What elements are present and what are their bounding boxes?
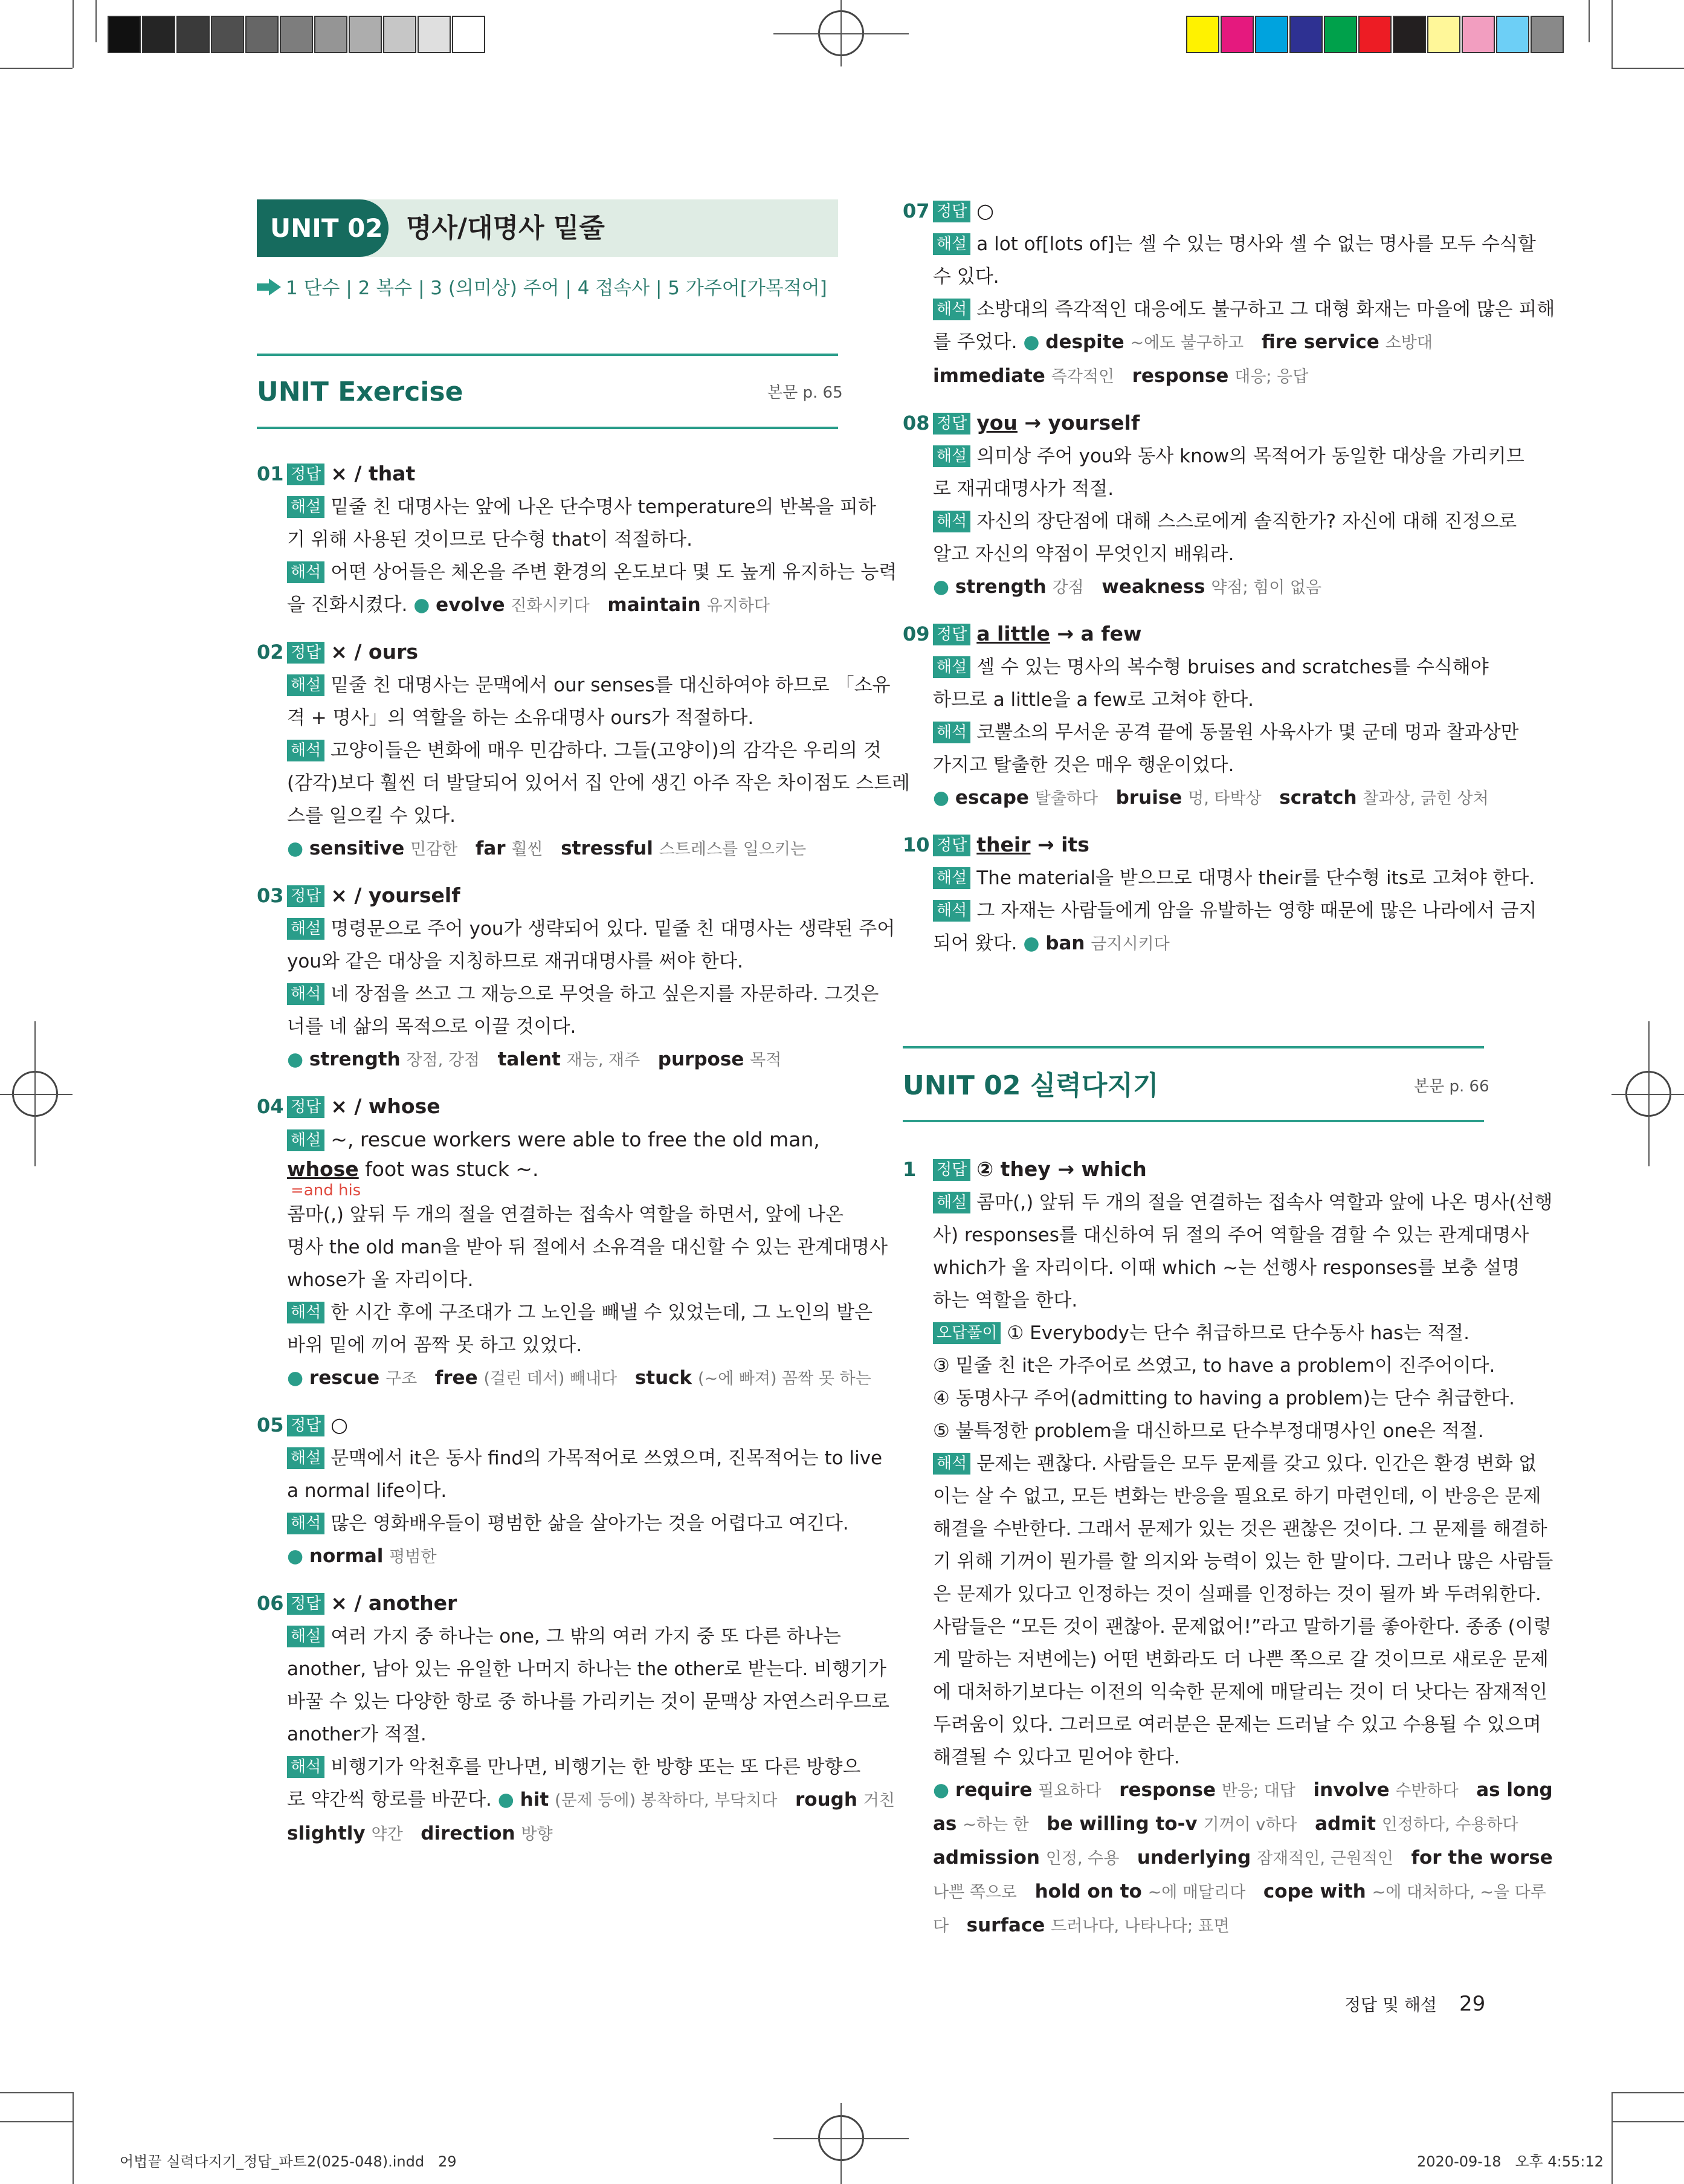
vocab-meaning: (문제 등에) 봉착하다, 부닥치다 xyxy=(555,1791,778,1810)
vocab-word: hit xyxy=(520,1789,549,1811)
vocab-meaning: 진화시키다 xyxy=(511,596,590,615)
color-swatch xyxy=(1462,16,1495,53)
section-rule xyxy=(257,427,838,429)
vocab-meaning: 민감한 xyxy=(410,840,458,859)
vocab-word: slightly xyxy=(287,1823,366,1844)
item-02-answer xyxy=(257,636,838,669)
file-info: 어법끝 실력다지기_정답_파트2(025-048).indd 29 xyxy=(120,2153,457,2170)
gray-swatch xyxy=(383,16,416,53)
translate-line: (감각)보다 훨씬 더 발달되어 있어서 집 안에 생긴 아주 작은 차이점도 스트레 xyxy=(287,772,910,794)
answer-tag: 정답 xyxy=(287,464,324,485)
answer-text: you xyxy=(976,411,1018,435)
explain-line: 명사 the old man을 받아 뒤 절에서 소유격을 대신할 수 있는 관계대명사 xyxy=(287,1236,888,1258)
crop-mark xyxy=(0,2121,73,2122)
vocab-word: be willing to-v xyxy=(1047,1813,1198,1835)
vocab-meaning: 약점; 힘이 없음 xyxy=(1211,578,1322,597)
registration-line xyxy=(840,0,842,66)
item-number: 08 xyxy=(903,412,930,435)
translate-tag: 해석 xyxy=(287,1302,324,1323)
vocab-meaning: 멍, 타박상 xyxy=(1188,789,1262,808)
underlined-word: whose xyxy=(287,1157,359,1181)
translate-line: 해결될 수 있다고 믿어야 한다. xyxy=(933,1746,1180,1768)
topics: 1 단수 | 2 복수 | 3 (의미상) 주어 | 4 접속사 | 5 가주어[가목적어] xyxy=(286,277,827,299)
practice-1-answer xyxy=(903,1153,1484,1186)
right-column: 07 정답 ○ 해설 a lot of[lots of]는 셀 수 있는 명사와 셀 수 없는 명사를 모두 수식할 수 있다. 해석 소방대의 즉각적인 대응에도 불구하고 그 대형 화재는 마을에 많은 피해 를 주었다. ● despite ~에도 불구하고 fire service 소방대 immediate 즉각적인 response 대응; 응답 08 정답 you → yourself 해설 의미상 주어 you와 동사 know의 목적어가 동일한 대상을 가리키므 로 재귀대명사가 적절. 해석 자신의 장단점에 대해 스스로에게 솔직한가? 자신에 대해 진정으로 알고 자신의 약점이 무엇인지 배워라. ● strength 강점 weakness 약점; 힘이 없음 09 정답 a little → a few 해설 셀 수 있는 명사의 복수형 bruises and scratches를 수식해야 하므로 a little을 a few로 고쳐야 한다. 해석 코뿔소의 무서운 공격 끝에 동물원 사육사가 몇 군데 멍과 찰과상만 가지고 탈출한 것은 매우 행운이었다. ● escape 탈출하다 bruise 멍, 타박상 scratch 찰과상, 긁힌 상처 10 정답 their → its 해설 The material을 받으므로 대명사 their를 단수형 its로 고쳐야 한다. 해석 그 자재는 사람들에게 암을 유발하는 영향 때문에 많은 나라에서 금지 되어 왔다. ● ban 금지시키다 xyxy=(903,195,1484,961)
vocab-word: hold on to xyxy=(1034,1881,1142,1902)
color-swatch xyxy=(1186,16,1219,53)
explain-line: whose가 올 자리이다. xyxy=(287,1269,474,1291)
crop-mark xyxy=(1611,2121,1684,2122)
item-number: 03 xyxy=(257,884,284,907)
vocab-meaning: 반응; 대답 xyxy=(1221,1782,1295,1800)
item-05-answer xyxy=(257,1409,838,1442)
vocab-meaning: 평범한 xyxy=(389,1548,437,1566)
item-number: 02 xyxy=(257,641,284,664)
wrong-answer-line: ③ 밑줄 친 it은 가주어로 쓰였고, to have a problem이 진주어이다. xyxy=(933,1355,1495,1377)
gray-swatch xyxy=(349,16,382,53)
explain-line: 콤마(,) 앞뒤 두 개의 절을 연결하는 접속사 역할을 하면서, 앞에 나온 xyxy=(287,1204,844,1226)
explain-line: 수 있다. xyxy=(933,266,999,288)
translate-line: 고양이들은 변화에 매우 민감하다. 그들(고양이)의 감각은 우리의 것 xyxy=(331,740,882,761)
explain-tag: 해설 xyxy=(287,918,324,940)
explain-tag: 해설 xyxy=(287,496,324,518)
translate-line: 비행기가 악천후를 만나면, 비행기는 한 방향 또는 또 다른 방향으 xyxy=(331,1756,861,1778)
explain-tag: 해설 xyxy=(287,1129,324,1151)
explain-line: 밑줄 친 대명사는 앞에 나온 단수명사 temperature의 반복을 피하 xyxy=(331,496,876,518)
wrong-answer-line: ⑤ 불특정한 problem을 대신하므로 단수부정대명사인 one은 적절. xyxy=(933,1420,1484,1442)
translate-line: 알고 자신의 약점이 무엇인지 배워라. xyxy=(933,543,1234,565)
answer-text: ○ xyxy=(976,199,995,222)
vocab-word: scratch xyxy=(1279,787,1357,809)
vocab-word: stressful xyxy=(561,838,653,859)
vocab-word: normal xyxy=(309,1545,384,1567)
item-04-answer xyxy=(257,1090,838,1123)
example-sentence: ~, rescue workers were able to free the old man, xyxy=(331,1128,820,1151)
gray-swatch xyxy=(452,16,485,53)
vocab-meaning: 수반하다 xyxy=(1395,1782,1459,1800)
item-07-answer xyxy=(903,195,1484,228)
vocab-word: rescue xyxy=(309,1367,380,1389)
crop-mark xyxy=(1611,2092,1684,2093)
item-number: 07 xyxy=(903,199,930,222)
vocab-meaning: ~에도 불구하고 xyxy=(1130,334,1244,352)
answer-text: → a few xyxy=(1050,622,1142,645)
vocab-meaning: 기꺼이 v하다 xyxy=(1203,1815,1297,1834)
color-swatch xyxy=(1255,16,1288,53)
gray-swatch xyxy=(176,16,210,53)
translate-line: 어떤 상어들은 체온을 주변 환경의 온도보다 몇 도 높게 유지하는 능력 xyxy=(331,561,897,583)
color-swatch xyxy=(1324,16,1357,53)
translate-line: 네 장점을 쓰고 그 재능으로 무엇을 하고 싶은지를 자문하라. 그것은 xyxy=(331,983,879,1005)
registration-line xyxy=(1611,1094,1684,1095)
vocab-word: involve xyxy=(1313,1779,1390,1801)
explain-line: 의미상 주어 you와 동사 know의 목적어가 동일한 대상을 가리키므 xyxy=(976,445,1524,467)
answer-tag: 정답 xyxy=(287,1415,324,1436)
vocab-meaning: (걸린 데서) 빼내다 xyxy=(483,1369,618,1388)
vocab-meaning: 드러나다, 나타나다; 표면 xyxy=(1051,1917,1230,1936)
vocab-meaning: 방향 xyxy=(521,1825,553,1844)
answer-tag: 정답 xyxy=(287,1096,324,1118)
explain-line: 문맥에서 it은 동사 find의 가목적어로 쓰였으며, 진목적어는 to live xyxy=(331,1447,883,1469)
crop-mark xyxy=(0,68,73,69)
explain-line: you와 같은 대상을 지칭하므로 재귀대명사를 써야 한다. xyxy=(287,951,743,972)
example-sentence: foot was stuck ~. xyxy=(358,1157,539,1181)
answer-text: × / another xyxy=(331,1591,457,1615)
vocab-word: strength xyxy=(955,576,1047,598)
translate-line: 코뿔소의 무서운 공격 끝에 동물원 사육사가 몇 군데 멍과 찰과상만 xyxy=(976,722,1519,743)
vocab-meaning: 강점 xyxy=(1052,578,1084,597)
translate-line: 한 시간 후에 구조대가 그 노인을 빼낼 수 있었는데, 그 노인의 발은 xyxy=(331,1302,873,1323)
item-08-answer xyxy=(903,407,1484,440)
gray-swatch xyxy=(418,16,451,53)
explain-line: another가 적절. xyxy=(287,1724,427,1745)
vocab-word: cope with xyxy=(1263,1881,1366,1902)
answer-text: × / whose xyxy=(331,1094,440,1118)
explain-line: 콤마(,) 앞뒤 두 개의 절을 연결하는 접속사 역할과 앞에 나온 명사(선행 xyxy=(976,1192,1553,1213)
wrong-answer-line: ① Everybody는 단수 취급하므로 단수동사 has는 적절. xyxy=(1007,1322,1469,1344)
explain-line: 사) responses를 대신하여 뒤 절의 주어 역할을 겸할 수 있는 관계대명사 xyxy=(933,1224,1529,1246)
registration-line xyxy=(34,1021,36,1166)
vocab-word: as long xyxy=(1476,1779,1553,1801)
practice-title: UNIT 02 실력다지기 xyxy=(903,1070,1159,1101)
vocab-meaning: 소방대 xyxy=(1385,334,1433,352)
vocab-meaning: ~에 대처하다, ~을 다루 xyxy=(1372,1883,1546,1902)
vocab-word: strength xyxy=(309,1048,401,1070)
translate-line: 로 약간씩 항로를 바꾼다. xyxy=(287,1789,492,1811)
color-swatch xyxy=(1496,16,1529,53)
explain-line: which가 올 자리이다. 이때 which ~는 선행사 responses를 보충 설명 xyxy=(933,1257,1520,1279)
translate-tag: 해석 xyxy=(287,1756,324,1778)
item-03-answer xyxy=(257,879,838,913)
explain-line: 하므로 a little을 a few로 고쳐야 한다. xyxy=(933,689,1254,711)
color-swatch xyxy=(1358,16,1392,53)
vocab-meaning: 훨씬 xyxy=(511,840,543,859)
crop-mark xyxy=(95,0,97,42)
practice-page-ref: 본문 p. 66 xyxy=(1414,1077,1489,1096)
vocab-meaning: 유지하다 xyxy=(706,596,770,615)
exercise-page-ref: 본문 p. 65 xyxy=(767,384,843,402)
answer-text: → yourself xyxy=(1017,411,1140,435)
translate-line: 게 말하는 저변에는) 어떤 변화라도 더 나쁜 쪽으로 갈 것이므로 새로운 문제 xyxy=(933,1649,1549,1670)
vocab-word: maintain xyxy=(607,594,701,616)
color-swatch xyxy=(1531,16,1564,53)
footer-section: 정답 및 해설 xyxy=(1344,1995,1437,2015)
vocab-word: purpose xyxy=(657,1048,744,1070)
explain-line: The material을 받으므로 대명사 their를 단수형 its로 고쳐야 한다. xyxy=(976,867,1535,889)
crop-mark xyxy=(1611,68,1684,69)
vocab-meaning: 재능, 재주 xyxy=(566,1051,640,1070)
item-01-answer xyxy=(257,457,838,491)
translate-tag: 해석 xyxy=(287,983,324,1005)
explain-line: another, 남아 있는 유일한 나머지 하나는 the other로 받는다. 비행기가 xyxy=(287,1658,886,1680)
gray-swatch xyxy=(108,16,141,53)
translate-line: 기 위해 기꺼이 뭔가를 할 의지와 능력이 있는 한 말이다. 그러나 많은 사람들 xyxy=(933,1551,1553,1572)
answer-text: × / yourself xyxy=(331,884,460,907)
explain-line: a normal life이다. xyxy=(287,1480,447,1502)
translate-tag: 해석 xyxy=(933,1453,970,1475)
explain-tag: 해설 xyxy=(933,233,970,255)
gray-swatch xyxy=(211,16,244,53)
translate-line: 은 문제가 있다고 인정하는 것이 실패를 인정하는 것이 될까 봐 두려워한다. xyxy=(933,1583,1541,1605)
arrow-right-icon xyxy=(257,273,281,306)
explain-tag: 해설 xyxy=(287,1626,324,1647)
page-number: 29 xyxy=(1459,1992,1486,2016)
vocab-word: far xyxy=(475,838,506,859)
explain-line: 기 위해 사용된 것이므로 단수형 that이 적절하다. xyxy=(287,529,692,551)
vocab-meaning: 인정하다, 수용하다 xyxy=(1381,1815,1518,1834)
crop-mark xyxy=(1589,0,1590,42)
translate-tag: 해석 xyxy=(287,561,324,583)
item-09-answer xyxy=(903,618,1484,651)
translate-line: 되어 왔다. xyxy=(933,932,1018,954)
vocab-word: ban xyxy=(1045,932,1085,954)
answer-tag: 정답 xyxy=(933,624,970,645)
translate-line: 을 진화시켰다. xyxy=(287,594,408,616)
explain-line: a lot of[lots of]는 셀 수 있는 명사와 셀 수 없는 명사를 모두 수식할 xyxy=(976,233,1536,255)
unit-title: 명사/대명사 밑줄 xyxy=(406,213,605,244)
registration-line xyxy=(1648,1021,1650,1166)
translate-line: 많은 영화배우들이 평범한 삶을 살아가는 것을 어렵다고 여긴다. xyxy=(331,1513,849,1534)
wrong-answer-line: ④ 동명사구 주어(admitting to having a problem)는 단수 취급한다. xyxy=(933,1388,1515,1409)
gray-swatch xyxy=(245,16,279,53)
registration-line xyxy=(840,2103,842,2184)
translate-line: 너를 네 삶의 목적으로 이끌 것이다. xyxy=(287,1016,576,1038)
vocab-word: underlying xyxy=(1137,1847,1251,1869)
vocab-meaning: 찰과상, 긁힌 상처 xyxy=(1363,789,1489,808)
crop-mark xyxy=(73,0,74,68)
vocab-meaning: ~에 매달리다 xyxy=(1147,1883,1246,1902)
vocab-meaning: 필요하다 xyxy=(1038,1782,1102,1800)
wrong-answer-tag: 오답풀이 xyxy=(933,1322,1001,1344)
vocab-word: admit xyxy=(1315,1813,1376,1835)
answer-tag: 정답 xyxy=(933,413,970,435)
item-number: 1 xyxy=(903,1158,917,1181)
vocab-meaning: 나쁜 쪽으로 xyxy=(933,1883,1017,1902)
vocab-meaning: 거친 xyxy=(863,1791,895,1810)
explain-line: 격 + 명사」의 역할을 하는 소유대명사 ours가 적절하다. xyxy=(287,707,754,729)
gray-swatch xyxy=(314,16,347,53)
explain-line: 로 재귀대명사가 적절. xyxy=(933,478,1114,500)
vocab-meaning: 약간 xyxy=(371,1825,403,1844)
vocab-meaning: 스트레스를 일으키는 xyxy=(659,840,807,859)
item-number: 06 xyxy=(257,1592,284,1615)
explain-tag: 해설 xyxy=(287,674,324,696)
vocab-word: talent xyxy=(497,1048,561,1070)
vocab-word: despite xyxy=(1045,331,1124,353)
vocab-word: weakness xyxy=(1102,576,1205,598)
translate-line: 스를 일으킬 수 있다. xyxy=(287,805,456,827)
translate-line: 두려움이 있다. 그러므로 여러분은 문제는 드러날 수 있고 수용될 수 있으며 xyxy=(933,1714,1541,1736)
explain-line: 밑줄 친 대명사는 문맥에서 our senses를 대신하여야 하므로 「소유 xyxy=(331,674,891,696)
translate-line: 자신의 장단점에 대해 스스로에게 솔직한가? 자신에 대해 진정으로 xyxy=(976,511,1517,532)
answer-text: ② they → which xyxy=(976,1157,1147,1181)
vocab-word: stuck xyxy=(634,1367,692,1389)
red-annotation: =and his xyxy=(291,1181,361,1200)
translate-line: 바위 밑에 끼어 꼼짝 못 하고 있었다. xyxy=(287,1334,582,1356)
gray-swatch xyxy=(280,16,313,53)
item-number: 01 xyxy=(257,462,284,485)
translate-line: 사람들은 “모든 것이 괜찮아. 문제없어!”라고 말하기를 좋아한다. 종종 (이렇 xyxy=(933,1616,1552,1638)
vocab-word: rough xyxy=(795,1789,857,1811)
vocab-meaning: (~에 빠져) 꼼짝 못 하는 xyxy=(698,1369,871,1388)
vocab-word: free xyxy=(434,1367,478,1389)
translate-line: 그 자재는 사람들에게 암을 유발하는 영향 때문에 많은 나라에서 금지 xyxy=(976,900,1537,922)
answer-tag: 정답 xyxy=(287,885,324,907)
answer-text: × / ours xyxy=(331,640,418,664)
explain-tag: 해설 xyxy=(933,1192,970,1213)
vocab-meaning: 즉각적인 xyxy=(1051,367,1115,386)
answer-tag: 정답 xyxy=(287,642,324,664)
print-timestamp: 2020-09-18 오후 4:55:12 xyxy=(1417,2153,1604,2170)
answer-text: → its xyxy=(1030,833,1089,856)
translate-line: 소방대의 즉각적인 대응에도 불구하고 그 대형 화재는 마을에 많은 피해 xyxy=(976,299,1555,320)
vocab-word: fire service xyxy=(1261,331,1379,353)
vocab-word: require xyxy=(955,1779,1033,1801)
vocab-meaning: ~하는 한 xyxy=(963,1815,1029,1834)
translate-tag: 해석 xyxy=(933,900,970,922)
crop-mark xyxy=(1611,0,1613,68)
vocab-word: response xyxy=(1132,365,1229,387)
crop-mark xyxy=(0,2092,73,2093)
answer-text: × / that xyxy=(331,462,416,485)
vocab-word: as xyxy=(933,1813,957,1835)
answer-tag: 정답 xyxy=(287,1593,324,1615)
vocab-word: escape xyxy=(955,787,1029,809)
unit-label: UNIT 02 xyxy=(257,199,389,257)
answer-text: ○ xyxy=(331,1413,349,1436)
translate-tag: 해석 xyxy=(933,511,970,532)
answer-tag: 정답 xyxy=(933,835,970,856)
item-number: 04 xyxy=(257,1095,284,1118)
explain-line: 셀 수 있는 명사의 복수형 bruises and scratches를 수식해야 xyxy=(976,656,1489,678)
color-swatch xyxy=(1289,16,1323,53)
crop-mark xyxy=(1611,2092,1613,2184)
vocab-word: immediate xyxy=(933,365,1045,387)
answer-tag: 정답 xyxy=(933,1159,970,1181)
item-number: 09 xyxy=(903,622,930,645)
vocab-meaning: 목적 xyxy=(750,1051,782,1070)
color-swatch xyxy=(1427,16,1460,53)
vocab-meaning: 구조 xyxy=(386,1369,418,1388)
explain-tag: 해설 xyxy=(287,1447,324,1469)
translate-line: 해결을 수반한다. 그래서 문제가 있는 것은 괜찮은 것이다. 그 문제를 해결하 xyxy=(933,1518,1547,1540)
explain-tag: 해설 xyxy=(933,445,970,467)
item-10-answer xyxy=(903,829,1484,862)
section-rule xyxy=(257,354,838,356)
crop-mark xyxy=(73,2092,74,2184)
vocab-meaning: 장점, 강점 xyxy=(406,1051,480,1070)
vocab-word: direction xyxy=(421,1823,515,1844)
vocab-word: response xyxy=(1119,1779,1216,1801)
translate-tag: 해석 xyxy=(933,722,970,743)
topic-list xyxy=(257,272,827,306)
translate-line: 가지고 탈출한 것은 매우 행운이었다. xyxy=(933,754,1234,776)
explain-tag: 해설 xyxy=(933,867,970,889)
translate-line: 문제는 괜찮다. 사람들은 모두 문제를 갖고 있다. 인간은 환경 변화 없 xyxy=(976,1453,1537,1475)
vocab-meaning: 금지시키다 xyxy=(1091,935,1170,954)
translate-line: 이는 살 수 없고, 모든 변화는 반응을 필요로 하기 마련인데, 이 반응은 문제 xyxy=(933,1485,1541,1507)
section-rule xyxy=(903,1120,1484,1122)
answer-tag: 정답 xyxy=(933,201,970,222)
explain-line: 바꿀 수 있는 다양한 항로 중 하나를 가리키는 것이 문맥상 자연스러우므로 xyxy=(287,1691,889,1713)
explain-line: 여러 가지 중 하나는 one, 그 밖의 여러 가지 중 또 다른 하나는 xyxy=(331,1626,841,1647)
vocab-word: admission xyxy=(933,1847,1040,1869)
translate-line: 를 주었다. xyxy=(933,331,1018,353)
explain-line: 하는 역할을 한다. xyxy=(933,1290,1078,1311)
translate-tag: 해석 xyxy=(933,299,970,320)
item-06-answer xyxy=(257,1587,838,1620)
explain-line: 명령문으로 주어 you가 생략되어 있다. 밑줄 친 대명사는 생략된 주어 xyxy=(331,918,895,940)
gray-swatch xyxy=(142,16,175,53)
vocab-word: sensitive xyxy=(309,838,405,859)
vocab-meaning: 다 xyxy=(933,1917,949,1936)
vocab-word: surface xyxy=(966,1914,1045,1936)
exercise-title: UNIT Exercise xyxy=(257,376,463,407)
translate-tag: 해석 xyxy=(287,1513,324,1534)
item-number: 05 xyxy=(257,1413,284,1436)
item-number: 10 xyxy=(903,833,930,856)
answer-text: their xyxy=(976,833,1031,856)
vocab-meaning: 잠재적인, 근원적인 xyxy=(1257,1849,1393,1868)
practice-column: 1 정답 ② they → which 해설 콤마(,) 앞뒤 두 개의 절을 연결하는 접속사 역할과 앞에 나온 명사(선행 사) responses를 대신하여 뒤 절의 주어 역할을 겸할 수 있는 관계대명사 which가 올 자리이다. 이때 which ~는 선행사 responses를 보충 설명 하는 역할을 한다. 오답풀이 ① Everybody는 단수 취급하므로 단수동사 has는 적절. ③ 밑줄 친 it은 가주어로 쓰였고, to have a problem이 진주어이다. ④ 동명사구 주어(admitting to having a problem)는 단수 취급한다. ⑤ 불특정한 problem을 대신하므로 단수부정대명사인 one은 적절. 해석 문제는 괜찮다. 사람들은 모두 문제를 갖고 있다. 인간은 환경 변화 없 이는 살 수 없고, 모든 변화는 반응을 필요로 하기 마련인데, 이 반응은 문제 해결을 수반한다. 그래서 문제가 있는 것은 괜찮은 것이다. 그 문제를 해결하 기 위해 기꺼이 뭔가를 할 의지와 능력이 있는 한 말이다. 그러나 많은 사람들 은 문제가 있다고 인정하는 것이 실패를 인정하는 것이 될까 봐 두려워한다. 사람들은 “모든 것이 괜찮아. 문제없어!”라고 말하기를 좋아한다. 종종 (이렇 게 말하는 저변에는) 어떤 변화라도 더 나쁜 쪽으로 갈 것이므로 새로운 문제 에 대처하기보다는 이전의 익숙한 문제에 매달리는 것이 더 낫다는 잠재적인 두려움이 있다. 그러므로 여러분은 문제는 드러날 수 있고 수용될 수 있으며 해결될 수 있다고 믿어야 한다. ● require 필요하다 response 반응; 대답 involve 수반하다 as long as ~하는 한 be willing to-v 기꺼이 v하다 admit 인정하다, 수용하다 admission 인정, 수용 underlying 잠재적인, 근원적인 for the worse 나쁜 쪽으로 hold on to ~에 매달리다 cope with ~에 대처하다, ~을 다루 다 surface 드러나다, 나타나다; 표면 xyxy=(903,1153,1484,1943)
translate-tag: 해석 xyxy=(287,740,324,761)
color-swatch xyxy=(1221,16,1254,53)
left-column: 01 정답 × / that 해설 밑줄 친 대명사는 앞에 나온 단수명사 temperature의 반복을 피하 기 위해 사용된 것이므로 단수형 that이 적절하다. 해석 어떤 상어들은 체온을 주변 환경의 온도보다 몇 도 높게 유지하는 능력 을 진화시켰다. ● evolve 진화시키다 maintain 유지하다 02 정답 × / ours 해설 밑줄 친 대명사는 문맥에서 our senses를 대신하여야 하므로 「소유 격 + 명사」의 역할을 하는 소유대명사 ours가 적절하다. 해석 고양이들은 변화에 매우 민감하다. 그들(고양이)의 감각은 우리의 것 (감각)보다 훨씬 더 발달되어 있어서 집 안에 생긴 아주 작은 차이점도 스트레 스를 일으킬 수 있다. ● sensitive 민감한 far 훨씬 stressful 스트레스를 일으키는 03 정답 × / yourself 해설 명령문으로 주어 you가 생략되어 있다. 밑줄 친 대명사는 생략된 주어 you와 같은 대상을 지칭하므로 재귀대명사를 써야 한다. 해석 네 장점을 쓰고 그 재능으로 무엇을 하고 싶은지를 자문하라. 그것은 너를 네 삶의 목적으로 이끌 것이다. ● strength 장점, 강점 talent 재능, 재주 purpose 목적 04 정답 × / whose 해설 ~, rescue workers were able to free the old man, whose foot was stuck ~. =and his 콤마(,) 앞뒤 두 개의 절을 연결하는 접속사 역할을 하면서, 앞에 나온 명사 the old man을 받아 뒤 절에서 소유격을 대신할 수 있는 관계대명사 whose가 올 자리이다. 해석 한 시간 후에 구조대가 그 노인을 빼낼 수 있었는데, 그 노인의 발은 바위 밑에 끼어 꼼짝 못 하고 있었다. ● rescue 구조 free (걸린 데서) 빼내다 stuck (~에 빠져) 꼼짝 못 하는 05 정답 ○ 해설 문맥에서 it은 동사 find의 가목적어로 쓰였으며, 진목적어는 to live a normal life이다. 해석 많은 영화배우들이 평범한 삶을 살아가는 것을 어렵다고 여긴다. ● normal 평범한 06 정답 × / another 해설 여러 가지 중 하나는 one, 그 밖의 여러 가지 중 또 다른 하나는 another, 남아 있는 유일한 나머지 하나는 the other로 받는다. 비행기가 바꿀 수 있는 다양한 항로 중 하나를 가리키는 것이 문맥상 자연스러우므로 another가 적절. 해석 비행기가 악천후를 만나면, 비행기는 한 방향 또는 또 다른 방향으 로 약간씩 항로를 바꾼다. ● hit (문제 등에) 봉착하다, 부닥치다 rough 거친 slightly 약간 direction 방향 xyxy=(257,457,838,1851)
vocab-word: bruise xyxy=(1115,787,1182,809)
color-swatch xyxy=(1393,16,1426,53)
vocab-word: for the worse xyxy=(1411,1847,1553,1869)
vocab-meaning: 대응; 응답 xyxy=(1234,367,1309,386)
registration-line xyxy=(0,1094,73,1095)
vocab-word: evolve xyxy=(436,594,505,616)
section-rule xyxy=(903,1046,1484,1048)
vocab-meaning: 탈출하다 xyxy=(1034,789,1098,808)
explain-tag: 해설 xyxy=(933,656,970,678)
vocab-meaning: 인정, 수용 xyxy=(1045,1849,1120,1868)
answer-text: a little xyxy=(976,622,1050,645)
translate-line: 에 대처하기보다는 이전의 익숙한 문제에 매달리는 것이 더 낫다는 잠재적인 xyxy=(933,1681,1548,1703)
